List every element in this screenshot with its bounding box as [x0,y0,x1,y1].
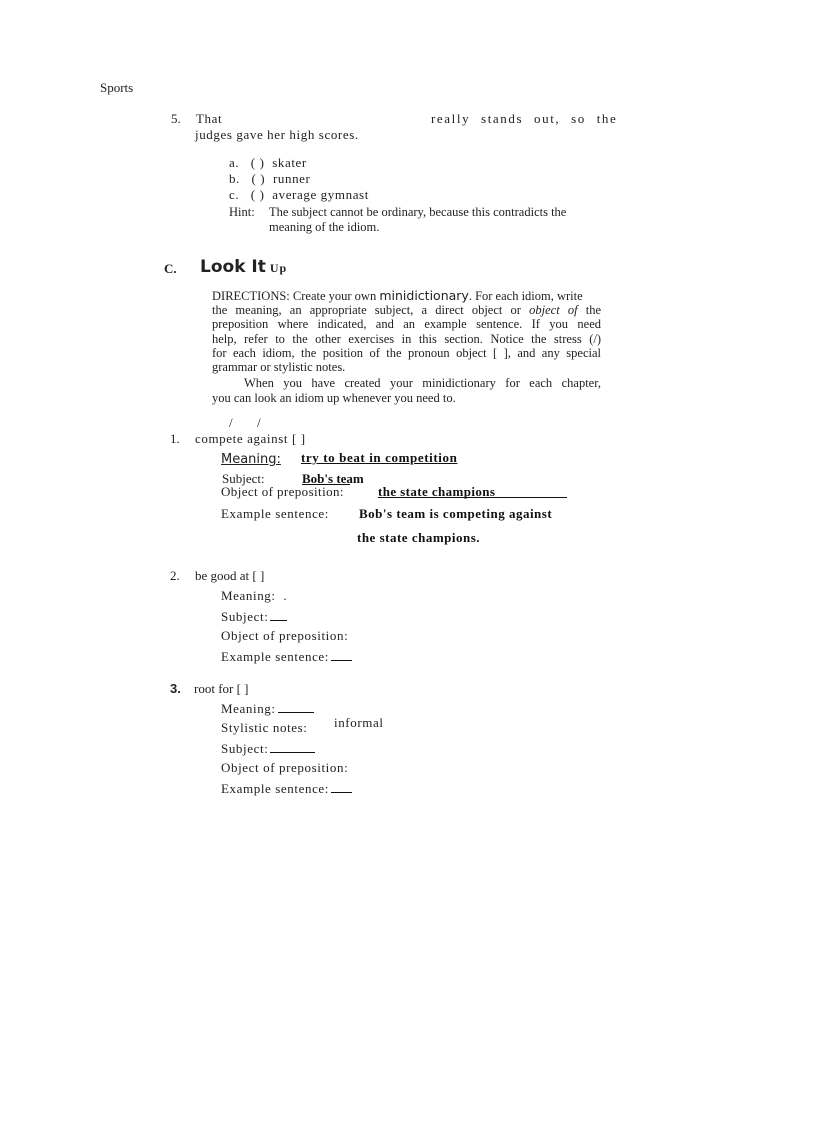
option-text: runner [272,171,311,186]
hint-text-line1: The subject cannot be ordinary, because this contradicts the [269,205,567,219]
option-c[interactable] [229,187,369,203]
stylistic-label: Stylistic notes: [221,720,308,735]
option-letter: b. [229,171,240,186]
running-header: Sports [100,80,134,95]
subject-blank[interactable] [270,608,287,621]
example-label: Example sentence: [221,506,330,521]
subject-row[interactable] [221,740,315,757]
example-sentence-line2[interactable]: the state champions. [357,530,481,545]
option-b[interactable] [229,171,310,187]
example-row[interactable] [221,648,352,665]
subject-blank[interactable] [270,740,315,753]
idiom-text: compete against [ ] [195,431,306,446]
option-checkbox[interactable]: ( ) [250,155,265,170]
section-letter: C. [164,261,177,276]
meaning-value[interactable]: try to beat in competition [301,450,458,465]
option-checkbox[interactable]: ( ) [250,187,265,202]
directions-line-1 [212,289,601,304]
subject-label: Subject: [222,471,265,486]
directions-line-5: for each idiom, the position of the pronoun object [ ], and any special [212,346,601,360]
example-label: Example sentence: [221,649,330,664]
directions-text: . For each idiom, write [468,289,583,303]
stress-mark: / [257,415,261,430]
subject-value[interactable]: Bob's team [302,471,364,486]
directions-emphasis: object of [529,303,578,317]
entry-number: 3. [170,681,181,696]
option-a[interactable] [229,155,307,171]
object-label[interactable]: Object of preposition: [221,760,349,775]
meaning-label: Meaning: [221,452,281,467]
directions-term: minidictionary [379,288,469,303]
option-letter: c. [229,187,240,202]
entry-number: 1. [170,431,180,446]
section-title-small: Up [269,261,288,275]
directions-line-4: help, refer to the other exercises in this section. Notice the stress (/) [212,332,601,346]
meaning-blank[interactable] [278,700,314,713]
directions-line-6: grammar or stylistic notes. [212,360,346,374]
hint-label: Hint: [229,205,255,219]
object-label: Object of preposition: [221,484,344,499]
directions-line-7: When you have created your minidictionary for each chapter, [244,376,601,390]
subject-row[interactable] [221,608,287,625]
meaning-dot: . [283,588,288,603]
question-text-line2: judges gave her high scores. [195,127,359,142]
example-blank[interactable] [331,780,352,793]
subject-label: Subject: [221,741,269,756]
question-number: 5. [171,111,181,126]
section-title-main: Look It [200,257,266,277]
option-text: skater [272,155,307,170]
stylistic-value: informal [334,715,384,730]
directions-text: DIRECTIONS: Create your own [212,289,380,303]
object-underline [378,497,567,498]
meaning-label: Meaning: [221,588,276,603]
meaning-row[interactable] [221,700,314,717]
example-label: Example sentence: [221,781,330,796]
question-text-end: really stands out, so the [431,111,618,126]
meaning-row[interactable] [221,588,287,604]
stress-mark: / [229,415,233,430]
idiom-text: root for [ ] [194,681,249,696]
meaning-label: Meaning: [221,701,276,716]
section-title [200,257,287,277]
example-sentence-line1[interactable]: Bob's team is competing against [359,506,553,521]
option-text: average gymnast [272,187,369,202]
option-letter: a. [229,155,240,170]
example-blank[interactable] [331,648,352,661]
directions-text: the [577,303,601,317]
object-value[interactable]: the state champions [378,484,496,499]
directions-line-8: you can look an idiom up whenever you need to. [212,391,456,405]
directions-text: the meaning, an appropriate subject, a direct object or [212,303,530,317]
example-row[interactable] [221,780,352,797]
idiom-text: be good at [ ] [195,568,265,583]
hint-text-line2: meaning of the idiom. [269,220,380,234]
object-label[interactable]: Object of preposition: [221,628,349,643]
question-text-start: That [196,111,223,126]
directions-line-3: preposition where indicated, and an example sentence. If you need [212,317,601,331]
entry-number: 2. [170,568,180,583]
option-checkbox[interactable]: ( ) [251,171,266,186]
directions-line-2 [212,303,601,318]
subject-label: Subject: [221,609,269,624]
